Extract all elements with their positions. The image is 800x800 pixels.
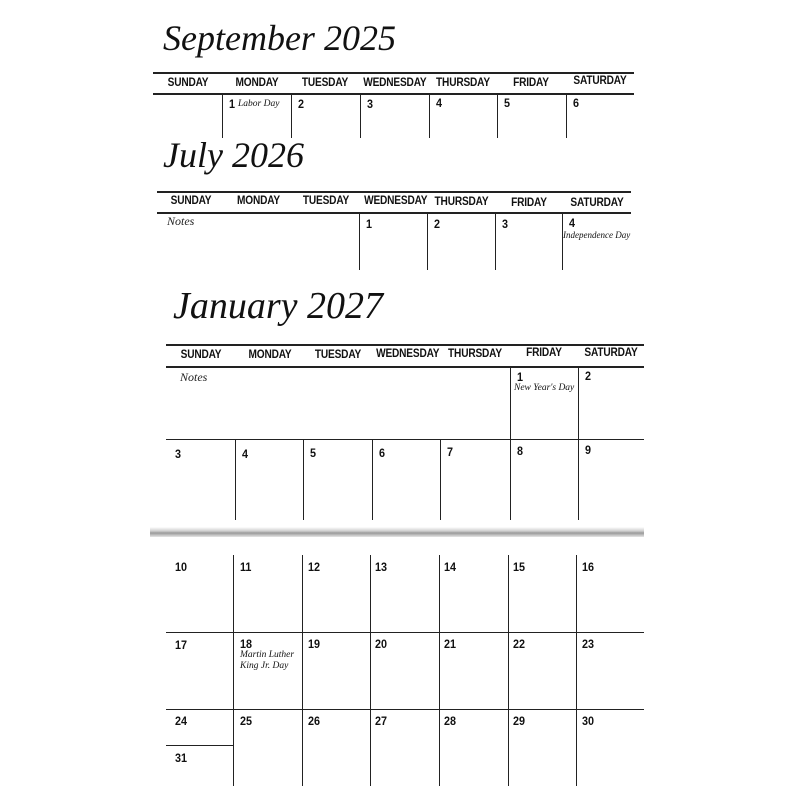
cell-divider [495, 213, 496, 270]
day-header-wednesday: WEDNESDAY [363, 77, 427, 89]
date-sep-4: 4 [436, 96, 443, 110]
date-jan-25: 25 [240, 714, 253, 728]
cell-divider [235, 440, 236, 520]
date-jan-6: 6 [379, 446, 386, 460]
date-sep-1: 1 [229, 97, 236, 111]
day-header-thursday: THURSDAY [436, 77, 490, 89]
date-jan-16: 16 [582, 560, 595, 574]
cell-divider [302, 555, 303, 632]
header-top-rule [157, 191, 631, 193]
cell-divider [360, 94, 361, 138]
date-jul-2: 2 [434, 217, 441, 231]
date-jan-4: 4 [242, 447, 249, 461]
cell-divider [508, 633, 509, 709]
date-jan-2: 2 [585, 369, 592, 383]
holiday-new-years-day: New Year's Day [514, 383, 575, 393]
cell-divider [291, 94, 292, 138]
cell-divider [510, 440, 511, 520]
day-header-tuesday: TUESDAY [314, 349, 362, 361]
holiday-mlk-day-line2: King Jr. Day [240, 661, 289, 671]
date-jan-19: 19 [308, 637, 321, 651]
cell-divider [497, 94, 498, 138]
cell-divider [427, 213, 428, 270]
week-divider [166, 632, 644, 633]
cell-divider [303, 440, 304, 520]
split-cell-divider [166, 745, 233, 746]
date-jan-18: 18 [240, 637, 253, 651]
cell-divider [439, 633, 440, 709]
header-bottom-rule [166, 366, 644, 368]
cell-divider [233, 710, 234, 786]
cell-divider [510, 367, 511, 440]
cell-divider [370, 555, 371, 632]
day-header-saturday: SATURDAY [584, 347, 638, 359]
date-sep-5: 5 [504, 96, 511, 110]
cell-divider [233, 555, 234, 632]
date-jan-3: 3 [175, 447, 182, 461]
day-header-saturday: SATURDAY [573, 75, 627, 87]
date-jan-9: 9 [585, 443, 592, 457]
cell-divider [576, 633, 577, 709]
date-jan-21: 21 [444, 637, 457, 651]
notes-label-july: Notes [167, 214, 195, 228]
notes-label-january: Notes [180, 370, 208, 384]
date-jan-11: 11 [240, 560, 252, 574]
week-divider [166, 439, 644, 440]
cell-divider [302, 633, 303, 709]
cell-divider [578, 440, 579, 520]
day-header-monday: MONDAY [235, 77, 279, 89]
day-header-saturday: SATURDAY [570, 197, 624, 209]
date-jan-17: 17 [175, 638, 188, 652]
day-header-monday: MONDAY [248, 349, 292, 361]
date-jul-4: 4 [569, 216, 576, 230]
cell-divider [566, 94, 567, 138]
date-jan-23: 23 [582, 637, 595, 651]
cell-divider [576, 710, 577, 786]
cell-divider [562, 213, 563, 270]
holiday-labor-day: Labor Day [238, 99, 280, 109]
date-sep-6: 6 [573, 96, 580, 110]
date-jan-31: 31 [175, 751, 188, 765]
header-top-rule [166, 344, 644, 346]
date-jan-12: 12 [308, 560, 321, 574]
day-header-monday: MONDAY [236, 195, 280, 207]
date-jan-10: 10 [175, 560, 188, 574]
day-header-wednesday: WEDNESDAY [364, 195, 428, 207]
day-header-thursday: THURSDAY [448, 348, 502, 360]
date-jul-3: 3 [502, 217, 509, 231]
holiday-mlk-day-line1: Martin Luther [240, 650, 295, 660]
date-jan-29: 29 [513, 714, 526, 728]
header-bottom-rule [153, 93, 634, 95]
cell-divider [439, 555, 440, 632]
day-header-sunday: SUNDAY [180, 349, 222, 361]
date-jan-26: 26 [308, 714, 321, 728]
week-divider [166, 709, 644, 710]
date-jan-5: 5 [310, 446, 317, 460]
month-title-january: January 2027 [173, 285, 384, 327]
day-header-sunday: SUNDAY [170, 195, 212, 207]
cell-divider [439, 710, 440, 786]
cell-divider [372, 440, 373, 520]
date-jan-1: 1 [517, 370, 524, 384]
day-header-thursday: THURSDAY [434, 196, 489, 208]
cell-divider [222, 94, 223, 138]
month-title-july: July 2026 [163, 135, 304, 175]
page-fold-shadow [150, 527, 644, 537]
date-sep-3: 3 [367, 97, 374, 111]
cell-divider [370, 710, 371, 786]
cell-divider [508, 710, 509, 786]
cell-divider [429, 94, 430, 138]
date-jan-27: 27 [375, 714, 388, 728]
day-header-sunday: SUNDAY [167, 77, 209, 89]
day-header-friday: FRIDAY [511, 197, 547, 209]
date-jan-15: 15 [513, 560, 526, 574]
date-jan-30: 30 [582, 714, 595, 728]
cell-divider [578, 367, 579, 440]
date-jul-1: 1 [366, 217, 373, 231]
header-top-rule [153, 72, 634, 74]
day-header-friday: FRIDAY [513, 77, 549, 89]
holiday-independence-day: Independence Day [563, 230, 631, 240]
cell-divider [302, 710, 303, 786]
cell-divider [576, 555, 577, 632]
date-jan-24: 24 [175, 714, 188, 728]
date-jan-28: 28 [444, 714, 457, 728]
month-title-september: September 2025 [163, 18, 396, 58]
date-jan-14: 14 [444, 560, 457, 574]
cell-divider [508, 555, 509, 632]
cell-divider [440, 440, 441, 520]
day-header-friday: FRIDAY [526, 347, 562, 359]
date-jan-20: 20 [375, 637, 388, 651]
header-bottom-rule [157, 212, 631, 214]
date-jan-13: 13 [375, 560, 388, 574]
day-header-tuesday: TUESDAY [301, 77, 349, 89]
date-sep-2: 2 [298, 97, 305, 111]
day-header-wednesday: WEDNESDAY [376, 348, 440, 360]
date-jan-8: 8 [517, 444, 524, 458]
cell-divider [233, 633, 234, 709]
date-jan-7: 7 [447, 445, 454, 459]
day-header-tuesday: TUESDAY [302, 195, 350, 207]
cell-divider [370, 633, 371, 709]
cell-divider [359, 213, 360, 270]
date-jan-22: 22 [513, 637, 526, 651]
